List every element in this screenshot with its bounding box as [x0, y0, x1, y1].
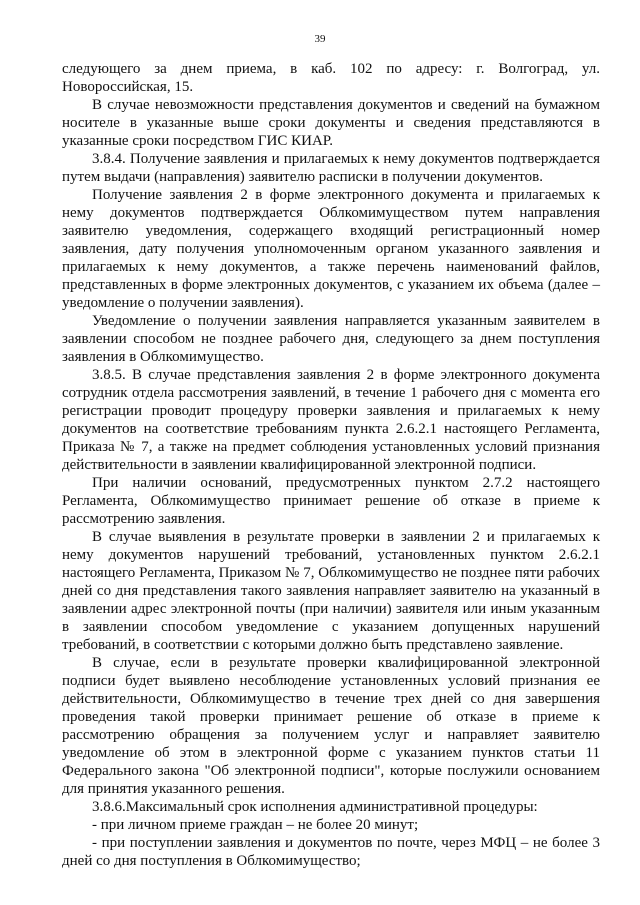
paragraph: 3.8.4. Получение заявления и прилагаемых к нему документов подтверждается путем выдачи (направления) заявителю расписки в получении документов. — [62, 151, 600, 185]
paragraph: Уведомление о получении заявления направляется указанным заявителем в заявлении способом не позднее рабочего дня, следующего за днем поступления заявления в Облкомимущество. — [62, 313, 600, 365]
list-item: - при поступлении заявления и документов по почте, через МФЦ – не более 3 дней со дня поступления в Облкомимущество; — [62, 835, 600, 869]
paragraph: В случае выявления в результате проверки в заявлении 2 и прилагаемых к нему документов нарушений требований, установленных пунктом 2.6.2.1 настоящего Регламента, Приказом № 7, Облкомимущество не позднее пяти рабочих дней со дня представления такого заявления направляет заявителю на указанный в заявлении адрес электронной почты (при наличии) заявителя или иным указанным в заявлении способом уведомление с указанием допущенных нарушений требований, в соответствии с которыми должно быть представлено заявление. — [62, 529, 600, 653]
paragraph: В случае, если в результате проверки квалифицированной электронной подписи будет выявлено несоблюдение установленных условий признания ее действительности, Облкомимущество в течение трех дней со дня завершения проведения такой проверки принимает решение об отказе в приеме к рассмотрению обращения за получением услуг и направляет заявителю уведомление об этом в электронной форме с указанием пунктов статьи 11 Федерального закона "Об электронной подписи", которые послужили основанием для принятия указанного решения. — [62, 655, 600, 797]
paragraph: Получение заявления 2 в форме электронного документа и прилагаемых к нему документов подтверждается Облкомимуществом путем направления заявителю уведомления, содержащего входящий регистрационный номер заявления, дату получения уполномоченным органом указанного заявления и прилагаемых к нему документов, а также перечень наименований файлов, представленных в форме электронных документов, с указанием их объема (далее – уведомление о получении заявления). — [62, 187, 600, 311]
paragraph: При наличии оснований, предусмотренных пунктом 2.7.2 настоящего Регламента, Облкомимущество принимает решение об отказе в приеме к рассмотрению заявления. — [62, 475, 600, 527]
paragraph: следующего за днем приема, в каб. 102 по адресу: г. Волгоград, ул. Новороссийская, 15. — [62, 61, 600, 95]
paragraph: 3.8.6.Максимальный срок исполнения административной процедуры: — [92, 799, 538, 815]
page-number: 39 — [314, 33, 326, 45]
paragraph: В случае невозможности представления документов и сведений на бумажном носителе в указанные выше сроки документы и сведения представляются в указанные сроки посредством ГИС КИАР. — [62, 97, 600, 149]
list-item: - при личном приеме граждан – не более 20 минут; — [92, 817, 419, 833]
paragraph: 3.8.5. В случае представления заявления 2 в форме электронного документа сотрудник отдела рассмотрения заявлений, в течение 1 рабочего дня с момента его регистрации проводит процедуру проверки заявления и прилагаемых к нему документов на соответствие требованиям пункта 2.6.2.1 настоящего Регламента, Приказа № 7, а также на предмет соблюдения установленных условий признания действительности в заявлении квалифицированной электронной подписи. — [62, 367, 600, 473]
document-body — [62, 60, 600, 870]
